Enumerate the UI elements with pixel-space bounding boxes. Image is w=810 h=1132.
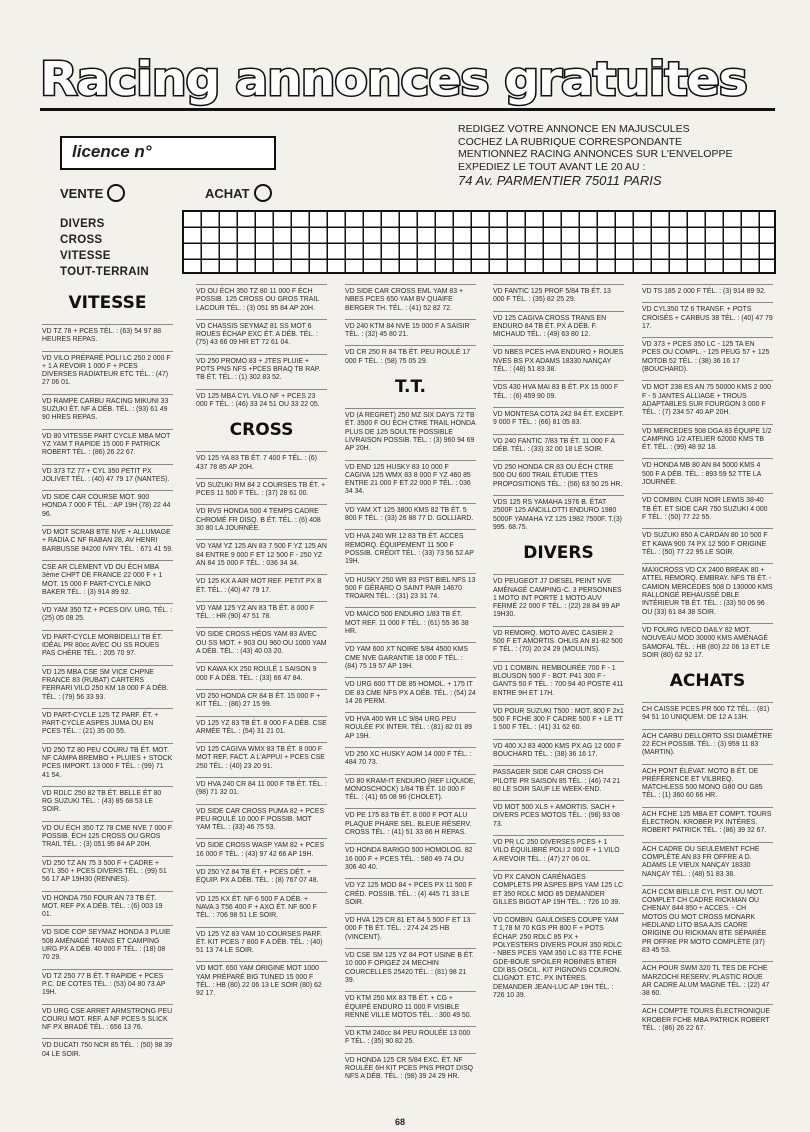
classified-ad: VD SIDE CAR CROSS EML YAM 83 + NBES PCES 650 YAM BV QUAIFE BERGER TH. TÉL. : (41) 52 82 72. bbox=[345, 284, 476, 313]
classified-ad: VD 125 MBA CSE SM VICE CHPNE FRANCE 83 (RUBAT) CARTERS FERRARI VILO 250 KM 18 000 F A DÉB. TÉL. : (79) 56 33 93. bbox=[42, 665, 173, 702]
classified-ad: VD SIDE CROSS HÉOS YAM 83 AVEC OU SS MOT. + 903 OU 960 OU 1000 YAM A DÉB. TÉL. : (43) 40 03 20. bbox=[196, 627, 327, 656]
classified-ad: VD PART-CYCLE 125 TZ PARF. ÉT. + PART-CYCLE ASPES JUMA OU EN PCES TÉL. : (21) 35 00 55. bbox=[42, 708, 173, 737]
classified-ad: VD END 125 HUSKY 83 10 000 F CAGIVA 125 WMX 83 8 000 F YZ 460 85 ENTRE 21 000 F ET 22 000 F TÉL. : 036 34 34. bbox=[345, 460, 476, 497]
classified-ad: VD 125 YZ 83 TB ÉT. 8 000 F A DÉB. CSE ARMÉE TÉL. : (54) 31 21 01. bbox=[196, 716, 327, 737]
classified-ad: VD YAM 600 XT NOIRE 5/84 4500 KMS CME NVE GARANTIE 18 000 F TÉL. : (84) 75 19 57 AP 19H. bbox=[345, 642, 476, 671]
instruction-line: REDIGEZ VOTRE ANNONCE EN MAJUSCULES bbox=[458, 123, 690, 135]
classified-ad: VD MOT. 650 YAM ORIGINE MOT 1000 YAM PRÉPARÉ BIG TUNED 15 000 F TÉL. : HB (80) 22 06 13 LE SOIR (80) 62 92 17. bbox=[196, 961, 327, 998]
column-5 bbox=[642, 284, 773, 1110]
classified-ad: VD HVA 125 CR 81 ET 84 5 500 F ET 13 000 F TB ÉT. TÉL. : 274 24 25 HB (VINCENT). bbox=[345, 913, 476, 942]
vente-checkbox[interactable] bbox=[107, 184, 125, 202]
section-heading: VITESSE bbox=[68, 293, 147, 313]
classified-ad: VD SIDE CROSS WASP YAM 82 + PCES 16 000 F TÉL. : (43) 97 42 66 AP 19H. bbox=[196, 838, 327, 859]
classified-ad: VD 125 KX A AIR MOT REF. PETIT PX B ÉT. TÉL. : (40) 47 79 17. bbox=[196, 574, 327, 595]
classified-ad: VD DUCATI 750 NCR 85 TÉL. : (50) 98 39 04 LE SOIR. bbox=[42, 1038, 173, 1059]
classified-ad: VD TZ 78 + PCES TÉL. : (63) 54 97 88 HEURES REPAS. bbox=[42, 324, 173, 345]
classified-ad: VD 250 YZ 84 TB ÉT. + PCES DÉT. + ÉQUIP. PX A DÉB. TÉL. : (8) 767 07 48. bbox=[196, 865, 327, 886]
classified-ad: VD SIDE CAR COURSE MOT. 900 HONDA 7 000 F TÉL. : AP 19H (78) 22 44 96. bbox=[42, 490, 173, 519]
rubrique-tout-terrain[interactable]: TOUT-TERRAIN bbox=[60, 266, 149, 278]
section-heading: ACHATS bbox=[669, 671, 746, 692]
classified-ad: VD REMORQ. MOTO AVEC CASIER 2 500 F ET AMORTIS. OHLIS AN 81-82 500 F TÉL. : (70) 20 24 29 (MOULINS). bbox=[493, 626, 624, 655]
classified-ad: CH CAISSE PCES PR 500 TZ TÉL. : (81) 94 51 10 UNIQUEM. DE 12 A 13H. bbox=[642, 702, 773, 723]
classified-ad: MAXICROSS VD CX 2400 BREAK 80 + ATTEL REMORQ. EMBRAY. NFS TB ÉT. - CAMION MERCEDES 508 D 130000 KMS RALLONGÉ REHAUSSÉ DBLE INTÉRIEUR TB ÉT. TÉL. : (33) 50 06 96 OU (33) 61 84 38 SOIR. bbox=[642, 563, 773, 617]
classified-ad: VD RVS HONDA 500 4 TEMPS CADRE CHROMÉ FR DISQ. B ÉT. TÉL. : (6) 408 30 80 LA JOURNÉE. bbox=[196, 504, 327, 533]
achat-label: ACHAT bbox=[205, 185, 250, 201]
classified-ad: VD VILO PRÉPARÉ POLI LC 250 2 000 F + 1 A REVOIR 1 000 F + PCES DIVERSES RADIATEUR ETC TÉL. : (47) 27 06 01. bbox=[42, 351, 173, 388]
classified-ad: VD 240 KTM 84 NVE 15 000 F A SAISIR TÉL. : (32) 45 80 21. bbox=[345, 319, 476, 340]
classified-ad: VD 125 CAGIVA WMX 83 TB ÉT. 8 000 F MOT REF. FACT. A L'APPUI + PCES CSE 250 TÉL. : (40) 23 20 91. bbox=[196, 742, 327, 771]
rubrique-divers[interactable]: DIVERS bbox=[60, 218, 105, 230]
classified-ad: VD HONDA MB 80 AN 84 5000 KMS 4 500 F A DÉB. TÉL. : 893 59 52 TTE LA JOURNÉE. bbox=[642, 458, 773, 487]
classified-ad: VD 250 HONDA CR 83 OU ÉCH CTRE 500 OU 600 TRAIL ÉTUDIE TTES PROPOSITIONS TÉL. : (56) 63 50 25 HR. bbox=[493, 460, 624, 489]
classified-ad: VD URG 600 TT DE 85 HOMOL. + 175 IT DE 83 CME NFS PX A DÉB. TÉL. : (54) 24 14 26 PERM. bbox=[345, 677, 476, 706]
classified-ad: VD PR LC 250 DIVERSES PCES + 1 VILO ÉQUILIBRÉ POLI 2 000 F + 1 VILO A REVOIR TÉL. : (47) 27 06 01. bbox=[493, 835, 624, 864]
classified-ad: VD KAWA KX 250 ROULÉ 1 SAISON 9 000 F A DÉB. TÉL. : (33) 66 47 84. bbox=[196, 662, 327, 683]
classified-ad: PASSAGER SIDE CAR CROSS CH PILOTE PR SAISON 85 TÉL. : (46) 74 21 80 LE SOIR SAUF LE WEEK-END. bbox=[493, 765, 624, 794]
classified-ad: VD FOURG IVECO DAILY 82 MOT. NOUVEAU MOD 30000 KMS AMÉNAGÉ SAMOFAL TÉL. : HB (80) 22 06 13 ET LE SOIR (80) 62 92 17. bbox=[642, 623, 773, 660]
classified-ad: VD HVA 400 WR LC 9/84 URG PEU ROULÉE PX INTER. TÉL. : (81) 82 01 89 AP 19H. bbox=[345, 712, 476, 741]
vente-label: VENTE bbox=[60, 185, 104, 201]
classified-ad: VD 373 TZ 77 + CYL 350 PETIT PX JOLIVET TÉL. : (40) 47 79 17 (NANTES). bbox=[42, 464, 173, 485]
classified-ad: VD 400 XJ 83 4000 KMS PX AG 12 000 F BOUCHARD TÉL. : (38) 36 16 17. bbox=[493, 739, 624, 760]
classified-ad: VD (A REGRET) 250 MZ SIX DAYS 72 TB ÉT. 3500 F OU ÉCH CTRE TRAIL HONDA PLUS DE 125 SOULTE POSSIBLE LIVRAISON POSSIB. TÉL. : (3) 960 94 69 AP 20H. bbox=[345, 408, 476, 453]
classified-ad: ACH CADRE OU SEULEMENT FCHE COMPLÈTE AN 83 FR OFFRE A D. ADAMS LE VIEUX NANÇAY 18330 NANÇAY TÉL. : (48) 51 83 38. bbox=[642, 842, 773, 879]
classified-ad: VD COMBIN. GAULOISES COUPE YAM T 1,78 M 70 KGS PR 800 F + POTS ÉCHAP. 250 RDLC 85 PX + POLYESTERS DIVERS POUR 350 RDLC - NBES PCES YAM 350 LC 83 TTE FCHE GDE-BOUE SPOILER ROBINES BTIER CDI BS OSCIL. KIT PIGNONS COURON. CLIGNOT. ETC. PX INTÉRES. DEMANDER JEAN-LUC AP 19H TÉL. : 726 10 39. bbox=[493, 913, 624, 1000]
licence-label: licence n° bbox=[72, 142, 152, 161]
achat-option[interactable] bbox=[205, 184, 272, 202]
column-1 bbox=[42, 284, 173, 1110]
classified-ad: VD 125 CAGIVA CROSS TRANS EN ENDURO 84 TB ÉT. PX A DÉB. F. MICHAUD TÉL. : (49) 63 80 12. bbox=[493, 311, 624, 340]
classified-ad: VD YAM YZ 125 AN 83 7 500 F YZ 125 AN 84 ENTRE 9 000 F ET 12 500 F - 250 YZ AN 84 15 000 F TÉL. : 036 34 34. bbox=[196, 539, 327, 568]
classified-ad: CSE AR CLEMENT VD OU ÉCH MBA 3ème CHPT DE FRANCE 22 000 F + 1 MOT. 15 000 F PART-CYCLE NIKO BAKER TÉL. : (3) 914 89 92. bbox=[42, 560, 173, 597]
classified-ad: VD MOT SCRAB BTE NVE + ALLUMAGE + RADIA C NF RABAN 28, AV HENRI BARBUSSE 94200 IVRY TÉL. : 671 41 59. bbox=[42, 525, 173, 554]
classified-ad: VD CYL350 TZ 6 TRANSF. + POTS CROISÉS + CARBUS 38 TÉL. : (40) 47 79 17. bbox=[642, 302, 773, 331]
rubrique-vitesse[interactable]: VITESSE bbox=[60, 250, 111, 262]
classified-ad: VD YAM 125 YZ AN 83 TB ÉT. 8 000 F TÉL. : HR (90) 47 51 78. bbox=[196, 601, 327, 622]
classified-ad: VD HONDA 125 CR 5/84 EXC. ÉT. NF ROULÉE 6H KIT PCES PNS PROT DISQ NFS A DÉB. TÉL. : (98) 39 24 29 HR. bbox=[345, 1053, 476, 1082]
classified-ad: VD 250 XC HUSKY AOM 14 000 F TÉL. : 484 70 73. bbox=[345, 747, 476, 768]
classified-ad: VD HVA 240 WR 12 83 TB ÉT. ACCES REMORQ. ÉQUIPEMENT 11 500 F POSSIB. CRÉDIT TÉL. : (33) 73 56 52 AP 19H. bbox=[345, 529, 476, 566]
column-2 bbox=[196, 284, 327, 1110]
masthead-title: Racing annonces gratuites bbox=[40, 52, 747, 106]
classified-ad: VD PX CANON CARÉNAGES COMPLETS PR ASPES BPS YAM 125 LC ET 350 RDLC MOD 85 DEMANDER GILLES BIGOT AP 19H TÉL. : 726 10 39. bbox=[493, 870, 624, 907]
classified-ad: VD YAM XT 125 3800 KMS 82 TB ÉT. 5 800 F TÉL. : (33) 26 88 77 D. GOLLIARD. bbox=[345, 503, 476, 524]
classified-ad: VD YAM 350 TZ + PCES DIV. URG. TÉL. : (25) 05 08 25. bbox=[42, 603, 173, 624]
classified-ad: VD 250 TZ 80 PEU COURU TB ÉT. MOT. NF CAMPA BREMBO + PLUIES + STOCK PCES IMPORT. 13 000 F TÉL. : (99) 71 41 54. bbox=[42, 743, 173, 780]
instruction-line: COCHEZ LA RUBRIQUE CORRESPONDANTE bbox=[458, 135, 683, 148]
classified-ad: VD OU ÉCH 350 TZ 78 CME NVE 7 000 F POSSIB. ÉCH 125 CROSS OU GROS TRAIL TÉL. : (3) 051 95 84 AP 20H. bbox=[42, 821, 173, 850]
classified-ad: VD OU ÉCH 350 TZ 80 11 000 F ÉCH POSSIB. 125 CROSS OU GROS TRAIL LACOUR TÉL. : (3) 051 95 84 AP 20H. bbox=[196, 284, 327, 313]
classified-ad: VD SUZUKI RM 84 2 COURSES TB ÉT. + PCES 11 500 F TÉL. : (37) 28 61 00. bbox=[196, 478, 327, 499]
classified-ad: VD SIDE CAR CROSS PUMA 82 + PCES PEU ROULÉ 10 000 F POSSIB. MOT YAM TÉL. : (33) 46 75 53. bbox=[196, 804, 327, 833]
classified-ad: VD CR 250 R 84 TB ÉT. PEU ROULÉ 17 000 F TÉL. : (58) 75 05 29. bbox=[345, 345, 476, 366]
classified-ad: VD RDLC 250 82 TB ÉT. BELLE ÉT 80 RG SUZUKI TÉL. : (43) 85 68 53 LE SOIR. bbox=[42, 786, 173, 815]
rubrique-cross[interactable]: CROSS bbox=[60, 234, 103, 246]
section-heading: T.T. bbox=[395, 377, 426, 398]
classified-ad: VD PEUGEOT J7 DIESEL PEINT NVE AMÉNAGÉ CAMPING-C. 3 PERSONNES 1 MOTO INT PORTE 1 MOTO AUV FERMÉ 22 000 F TÉL. : (22) 28 84 99 AP 19H30. bbox=[493, 574, 624, 619]
classified-ad: ACH CARBU DELLORTO SSI DIAMÈTRE 22 ÉCH POSSIB. TÉL. : (3) 959 11 83 (MARTIN). bbox=[642, 729, 773, 758]
classified-ad: VD CSE SM 125 YZ 84 POT USINE B ÉT. 10 000 F OPIGEZ 24 MECHIN COURCELLES 25420 TÉL. : (81) 98 21 39. bbox=[345, 948, 476, 985]
classified-ad: ACH POUR SWM 320 TL TES DE FCHE MARZOCHI RESERV. PLASTIC ROUE AR CADRE ALUM MAGNE TÉL. : (22) 47 38 60. bbox=[642, 961, 773, 998]
classified-ad: VD COMBIN. CUIR NOIR LEWIS 38-40 TB ÉT. ET SIDE CAR 750 SUZUKI 4 000 F TÉL. : (50) 77 22 55. bbox=[642, 493, 773, 522]
column-3 bbox=[345, 284, 476, 1110]
column-4 bbox=[493, 284, 624, 1110]
classified-ad: VD PART-CYCLE MORBIDELLI TB ÉT. IDÉAL PR 80cc AVEC OU SS ROUES PAS CHÈRE TÉL. : 205 70 97. bbox=[42, 630, 173, 659]
achat-checkbox[interactable] bbox=[254, 184, 272, 202]
classified-ad: VD 250 HONDA CR 84 B ÉT. 15 000 F + KIT TÉL. : (86) 27 15 99. bbox=[196, 689, 327, 710]
classified-ad: VD 80 KRAM-IT ENDURO (REF LIQUIDE, MONOSCHOCK) 1/84 TB ÉT. 10 000 F TÉL. : (41) 65 08 96 (CHOLET). bbox=[345, 774, 476, 803]
classified-ad: VD MAICO 500 ENDURO 1/83 TB ÉT. MOT REF. 11 000 F TÉL. : (61) 55 36 38 HR. bbox=[345, 607, 476, 636]
section-heading: DIVERS bbox=[523, 543, 594, 564]
classified-ad: ACH PONT ÉLÉVAT. MOTO B ÉT. DE PRÉFÉRENCE ET VILBREQ. MATCHLESS 500 MONO G80 OU G85 TÉL. : (1) 360 60 66 HR. bbox=[642, 764, 773, 801]
classified-ad: VD PE 175 83 TB ÉT. 8 000 F POT ALU PLAQUE PHARE SEL. BLEUE RÉSERV. CROSS TÉL. : (41) 51 33 86 H REPAS. bbox=[345, 808, 476, 837]
classified-ad: VDS 125 RS YAMAHA 1976 B. ÉTAT 2500F 125 ANCILLOTTI ENDURO 1980 5000F YAMAHA YZ 125 1982 7500F. T.(3) 995. 68.75. bbox=[493, 495, 624, 532]
classified-ad: VD HUSKY 250 WR 83 PIST BIEL NFS 13 500 F GÉRARD O SAINT PAIR 14670 TROARN TÉL. : (31) 23 31 74. bbox=[345, 573, 476, 602]
classified-ad: VD MOT 238 ES AN 75 50000 KMS 2 000 F - 5 JANTES ALLIAGE + TROUS ADAPTABLES SUR FOURGON 3 000 F TÉL. : (7) 234 57 40 AP 20H. bbox=[642, 380, 773, 417]
classified-ad: VD 373 + PCES 350 LC - 125 TA EN PCES OU COMPL. - 125 PEUG 57 + 125 MOTOB 52 TÉL. : (38) 36 16 17 (BOUCHARD). bbox=[642, 337, 773, 374]
classified-ad: VD HVA 240 CR 84 11 000 F TB ÉT. TÉL. : (98) 71 32 01. bbox=[196, 777, 327, 798]
classified-ad: VD TS 185 2 000 F TÉL. : (3) 914 89 92. bbox=[642, 284, 773, 296]
classified-ad: VD 250 TZ AN 75 3 500 F + CADRE + CYL 350 + PCES DIVERS TÉL. : (99) 51 56 17 AP 19H30 (RENNES). bbox=[42, 856, 173, 885]
classified-ad: VD KTM 250 MX 83 TB ÉT. + CG + ÉQUIPÉ ENDURO 11 000 F VISIBLE RENNE VILLE MOTOS TÉL. : 300 49 50. bbox=[345, 991, 476, 1020]
rubrique-list bbox=[60, 216, 149, 280]
classified-ad: VD YZ 125 MOD 84 + PCES PX 11 500 F CRÉD. POSSIB. TÉL. : (4) 445 71 33 LE SOIR. bbox=[345, 878, 476, 907]
classified-ad: VD MOT 500 XLS + AMORTIS. SACH + DIVERS PCES MOTOS TÉL. : (98) 93 08 73. bbox=[493, 800, 624, 829]
classified-ad: VD TZ 250 77 B ÉT. T RAPIDE + PCES P.C. DE COTES TÉL. : (53) 04 80 73 AP 19H. bbox=[42, 969, 173, 998]
classified-ad: VD HONDA 750 FOUR AN 73 TB ÉT. MOT. REF PX A DÉB. TÉL. : (6) 003 19 01. bbox=[42, 891, 173, 920]
classified-ad: VD SIDE COP SEYMAZ HONDA 3 PLUIE 508 AMÉNAGÉ TRANS ET CAMPING URG PX A DÉB. 40 000 F TÉL. : (18) 08 70 29. bbox=[42, 925, 173, 962]
instructions bbox=[458, 123, 778, 188]
classified-ad: VDS 430 HVA MAI 83 B ÉT. PX 15 000 F TÉL. : (6) 459 90 09. bbox=[493, 380, 624, 401]
classified-ad: ACH CCM BIELLE CYL PIST. OU MOT. COMPLET CH CADRE RICKMAN OU CHENAY 844 850 + ACCES. - CH MOTOS OU MOT CROSS MONARK HEDLAND LITO BSA AJS CADRE ORIGINE OU RICKMAN BTE SÉPARÉE PR OFFRE PR MOTO COMPLÈTE (37) 83 45 53. bbox=[642, 885, 773, 955]
ad-text-grid[interactable] bbox=[182, 210, 776, 274]
classified-ad: VD URG CSE ARRET ARMSTRONG PEU COURU MOT. REF. A NF PCES 5 SLICK NF PX BRADÉ TÉL. : 656 13 76. bbox=[42, 1004, 173, 1033]
classified-ad: VD 125 YA 83 TB ÉT. 7 400 F TÉL. : (6) 437 78 85 AP 20H. bbox=[196, 451, 327, 472]
classified-ad: VD RAMPE CARBU RACING MIKUNI 33 SUZUKI ÉT. NF A DÉB. TÉL. : (93) 61 49 90 HRES REPAS. bbox=[42, 394, 173, 423]
classified-ad: VD 250 PROMO 83 + JTES PLUIE + POTS PNS NFS +PCES BRAQ TB RAP. TB ÉT. TÉL. : (1) 302 83 52. bbox=[196, 354, 327, 383]
vente-option[interactable] bbox=[60, 184, 125, 202]
classified-ad: VD SUZUKI 850 A CARDAN 80 10 500 F ET KAWA 900 74 PX 12 500 F ORIGINE TÉL. : (50) 77 22 95 LE SOIR. bbox=[642, 528, 773, 557]
section-heading: CROSS bbox=[229, 420, 294, 441]
address: 74 Av. PARMENTIER 75011 PARIS bbox=[458, 173, 662, 188]
classified-ad: VD 1 COMBIN. REMBOURÉE 700 F - 1 BLOUSON 500 F - BOT. P41 300 F - GANTS 50 F TÉL. : 700 94 40 POSTE 411 ENTRE 9H ET 17H. bbox=[493, 661, 624, 698]
page-number: 68 bbox=[395, 1117, 406, 1127]
classified-ad: VD 80 VITESSE PART CYCLE MBA MOT YZ YAM T RAPIDE 15 000 F PATRICK ROBERT TÉL. : (86) 26 22 67. bbox=[42, 429, 173, 458]
classified-ad: VD HONDA BARIGO 500 HOMOLOG. 82 16 000 F + PCES TÉL. : 580 49 74 OU 306 40 40. bbox=[345, 843, 476, 872]
classified-ad: VD POUR SUZUKI T500 : MOT. 800 F 2x1 500 F FCHE 300 F CADRE 500 F + LE TT 1 500 F TÉL. : (41) 31 62 60. bbox=[493, 704, 624, 733]
classified-ad: VD FANTIC 125 PROF 5/84 TB ÉT. 13 000 F TÉL. : (35) 82 25 29. bbox=[493, 284, 624, 305]
licence-field[interactable] bbox=[60, 136, 276, 170]
classified-ad: ACH FCHE 125 MBA ET COMPT. TOURS ÉLECTRON. KROBER PX INTÉRES. ROBERT PATRICK TÉL. : (86) 39 32 67. bbox=[642, 807, 773, 836]
instruction-line: EXPEDIEZ LE TOUT AVANT LE 20 AU : bbox=[458, 160, 646, 173]
classified-ad: VD 240 FANTIC 7/83 TB ÉT. 11 000 F A DÉB. TÉL. : (33) 32 00 18 LE SOIR. bbox=[493, 434, 624, 455]
classified-ad: VD CHASSIS SEYMAZ 81 SS MOT 6 ROUES ÉCHAP EXC ÉT. A DÉB. TÉL. : (75) 43 66 09 HR ET 72 61 04. bbox=[196, 319, 327, 348]
classified-ad: ACH COMPTE TOURS ÉLECTRONIQUE KROBER FCHE MBA PATRICK ROBERT TÉL. : (86) 26 22 67. bbox=[642, 1004, 773, 1033]
classified-ad: VD NBES PCES HVA ENDURO + ROUES NVES BS PX ADAMS 18330 NANÇAY TÉL. : (48) 51 83 38. bbox=[493, 345, 624, 374]
classified-ad: VD KTM 240cc 84 PEU ROULÉE 13 000 F TÉL. : (35) 90 82 25. bbox=[345, 1026, 476, 1047]
instruction-line: MENTIONNEZ RACING ANNONCES SUR L'ENVELOPPE bbox=[458, 148, 733, 160]
masthead-rule bbox=[40, 108, 775, 111]
classified-ad: VD MERCEDES 508 DGA 83 ÉQUIPE 1/2 CAMPING 1/2 ATELIER 62000 KMS TB ÉT. TÉL. : (99) 48 92 18. bbox=[642, 424, 773, 453]
classified-ad: VD 125 YZ 83 YAM 10 COURSES PARF. ÉT. KIT PCES 7 800 F A DÉB. TÉL. : (40) 51 13 74 LE SOIR. bbox=[196, 927, 327, 956]
classified-ad: VD MONTESA COTA 242 84 ÉT. EXCEPT. 9 000 F TÉL. : (66) 81 05 83. bbox=[493, 407, 624, 428]
classified-ad: VD 125 MBA CYL VILO NF + PCES 23 000 F TÉL. : (46) 33 24 51 OU 33 22 05. bbox=[196, 389, 327, 410]
classified-ad: VD 125 KX ÉT. NF 6 500 F A DÉB. + NAVA 3 T56 400 F + AXO ÉT. NF 600 F TÉL. : 706 98 51 LE SOIR. bbox=[196, 892, 327, 921]
